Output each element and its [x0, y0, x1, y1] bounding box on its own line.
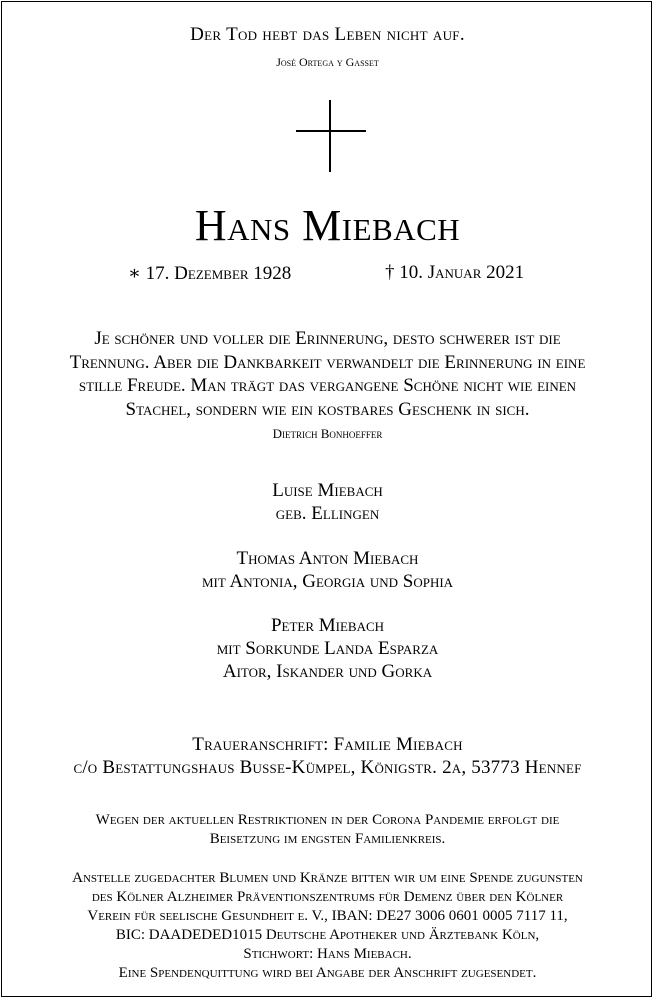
quote-text	[0, 327, 655, 421]
quote-author: Dietrich Bonhoeffer	[272, 426, 383, 441]
notice-line: Wegen der aktuellen Restriktionen in der Corona Pandemie erfolgt die	[95, 812, 560, 828]
deceased-name: Hans Miebach	[194, 201, 461, 250]
donation-line: Stichwort: Hans Miebach.	[243, 946, 412, 962]
family-group-thomas	[0, 547, 655, 593]
quote-line: stille Freude. Man trägt das vergangene Schöne nicht wie einen	[78, 375, 577, 396]
donation-line: Verein für seelische Gesundheit e. V., IBAN: DE27 3006 0601 0005 7117 11,	[87, 908, 568, 924]
quote-line: Trennung. Aber die Dankbarkeit verwandelt die Erinnerung in eine	[69, 351, 586, 373]
address-line: Traueranschrift: Familie Miebach	[192, 734, 463, 755]
death-date: † 10. Januar 2021	[385, 262, 525, 283]
family-line: Thomas Anton Miebach	[236, 548, 419, 569]
quote-line: Je schöner und voller die Erinnerung, desto schwerer ist die	[94, 328, 561, 349]
donation-line: BIC: DAADEDED1015 Deutsche Apotheker und Ärztebank Köln,	[115, 927, 540, 943]
family-line: Luise Miebach	[272, 480, 383, 501]
cross-icon	[296, 100, 366, 172]
donation-line: des Kölner Alzheimer Präventionszentrums für Demenz über den Kölner	[91, 889, 564, 905]
notice-line: Beisetzung im engsten Familienkreis.	[209, 831, 446, 847]
family-line: geb. Ellingen	[275, 503, 380, 524]
donation-request	[0, 869, 655, 983]
donation-line: Anstelle zugedachter Blumen und Kränze bitten wir um eine Spende zugunsten	[72, 870, 583, 886]
family-group-luise	[0, 479, 655, 525]
family-line: mit Sorkunde Landa Esparza	[216, 638, 439, 659]
family-line: Aitor, Iskander und Gorka	[222, 661, 433, 682]
motto-author: José Ortega y Gasset	[276, 55, 379, 69]
mourning-address	[0, 733, 655, 779]
family-group-peter	[0, 614, 655, 683]
donation-line: Eine Spendenquittung wird bei Angabe der Anschrift zugesendet.	[118, 965, 537, 981]
quote-line: Stachel, sondern wie ein kostbares Geschenk in sich.	[125, 398, 530, 420]
address-line: c/o Bestattungshaus Busse-Kümpel, Königstr. 2a, 53773 Hennef	[73, 757, 582, 778]
motto-text: Der Tod hebt das Leben nicht auf.	[190, 24, 465, 45]
cross-horizontal-bar	[296, 130, 366, 132]
family-line: mit Antonia, Georgia und Sophia	[201, 571, 454, 592]
birth-date: ∗ 17. Dezember 1928	[128, 263, 292, 284]
family-line: Peter Miebach	[270, 615, 385, 636]
burial-notice	[0, 811, 655, 849]
cross-vertical-bar	[329, 100, 331, 172]
